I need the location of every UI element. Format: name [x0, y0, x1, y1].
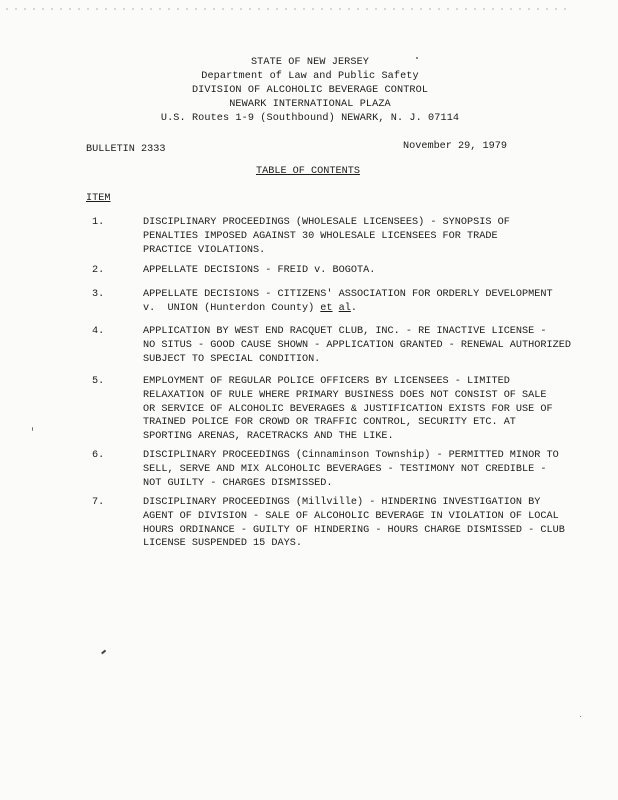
toc-item-line: SELL, SERVE AND MIX ALCOHOLIC BEVERAGES - TESTIMONY NOT CREDIBLE -: [143, 463, 547, 475]
letterhead-line: DIVISION OF ALCOHOLIC BEVERAGE CONTROL: [191, 85, 429, 96]
toc-item-line: HOURS ORDINANCE - GUILTY OF HINDERING - HOURS CHARGE DISMISSED - CLUB: [143, 524, 565, 536]
toc-item-text: [143, 216, 583, 257]
letterhead-line: STATE OF NEW JERSEY: [250, 57, 370, 68]
toc-item-line: TRAINED POLICE FOR CROWD OR TRAFFIC CONTROL, SECURITY ETC. AT: [143, 417, 516, 429]
toc-item-line: NOT GUILTY - CHARGES DISMISSED.: [143, 477, 333, 489]
toc-item-number: 2.: [92, 265, 105, 276]
letterhead: [100, 56, 520, 126]
toc-item-number: 6.: [92, 450, 105, 461]
bulletin-date: November 29, 1979: [403, 141, 507, 152]
letterhead-line: NEWARK INTERNATIONAL PLAZA: [229, 99, 391, 110]
toc-item-line: PENALTIES IMPOSED AGAINST 30 WHOLESALE LICENSEES FOR TRADE: [143, 230, 498, 242]
toc-item-line: DISCIPLINARY PROCEEDINGS (Cinnaminson Township) - PERMITTED MINOR TO: [143, 450, 559, 461]
toc-item-line: LICENSE SUSPENDED 15 DAYS.: [143, 538, 302, 550]
toc-item-line: [143, 302, 583, 316]
toc-item-line: NO SITUS - GOOD CAUSE SHOWN - APPLICATION GRANTED - RENEWAL AUTHORIZED: [143, 339, 571, 351]
toc-item-number: 3.: [92, 289, 105, 300]
toc-item-line: AGENT OF DIVISION - SALE OF ALCOHOLIC BEVERAGE IN VIOLATION OF LOCAL: [143, 510, 559, 522]
toc-item-line: APPLICATION BY WEST END RACQUET CLUB, INC. - RE INACTIVE LICENSE -: [143, 326, 547, 337]
toc-item-line: APPELLATE DECISIONS - FREID v. BOGOTA.: [143, 265, 376, 276]
toc-item-text: [143, 375, 583, 444]
toc-item-number: 4.: [92, 326, 105, 337]
toc-item-number: 1.: [92, 217, 105, 228]
toc-item-line-suffix: .: [350, 302, 358, 314]
scan-mark: [101, 650, 106, 654]
toc-item-text: [143, 264, 583, 278]
scan-artifact-line: [6, 8, 566, 10]
toc-item-text: [143, 496, 583, 551]
item-column-heading: ITEM: [86, 193, 111, 204]
toc-item-et: et: [320, 302, 333, 314]
toc-title: TABLE OF CONTENTS: [256, 166, 360, 177]
toc-item-number: 5.: [92, 376, 105, 387]
toc-item-line: DISCIPLINARY PROCEEDINGS (Millville) - HINDERING INVESTIGATION BY: [143, 497, 541, 508]
toc-item-text: [143, 449, 583, 490]
toc-item-text: [143, 325, 583, 366]
toc-item-al: al: [338, 302, 351, 314]
toc-item-line: PRACTICE VIOLATIONS.: [143, 244, 266, 256]
toc-item-number: 7.: [92, 497, 105, 508]
scan-speck: [32, 427, 33, 431]
toc-item-line: SUBJECT TO SPECIAL CONDITION.: [143, 353, 321, 365]
letterhead-line: U.S. Routes 1-9 (Southbound) NEWARK, N. J. 07114: [160, 113, 460, 124]
bulletin-number: BULLETIN 2333: [86, 144, 166, 155]
scan-speck: [580, 716, 581, 717]
toc-item-line: RELAXATION OF RULE WHERE PRIMARY BUSINESS DOES NOT CONSIST OF SALE: [143, 389, 547, 401]
toc-item-line: APPELLATE DECISIONS - CITIZENS' ASSOCIATION FOR ORDERLY DEVELOPMENT: [143, 289, 553, 300]
letterhead-line: Department of Law and Public Safety: [201, 71, 419, 82]
toc-item-line: OR SERVICE OF ALCOHOLIC BEVERAGES & JUSTIFICATION EXISTS FOR USE OF: [143, 403, 553, 415]
toc-item-line-prefix: v. UNION (Hunterdon County): [143, 302, 321, 314]
toc-item-line: EMPLOYMENT OF REGULAR POLICE OFFICERS BY LICENSEES - LIMITED: [143, 376, 510, 387]
toc-item-text: [143, 288, 583, 316]
toc-item-line: DISCIPLINARY PROCEEDINGS (WHOLESALE LICENSEES) - SYNOPSIS OF: [143, 217, 510, 228]
toc-item-line: SPORTING ARENAS, RACETRACKS AND THE LIKE.: [143, 431, 394, 443]
scan-speck: [416, 57, 418, 59]
